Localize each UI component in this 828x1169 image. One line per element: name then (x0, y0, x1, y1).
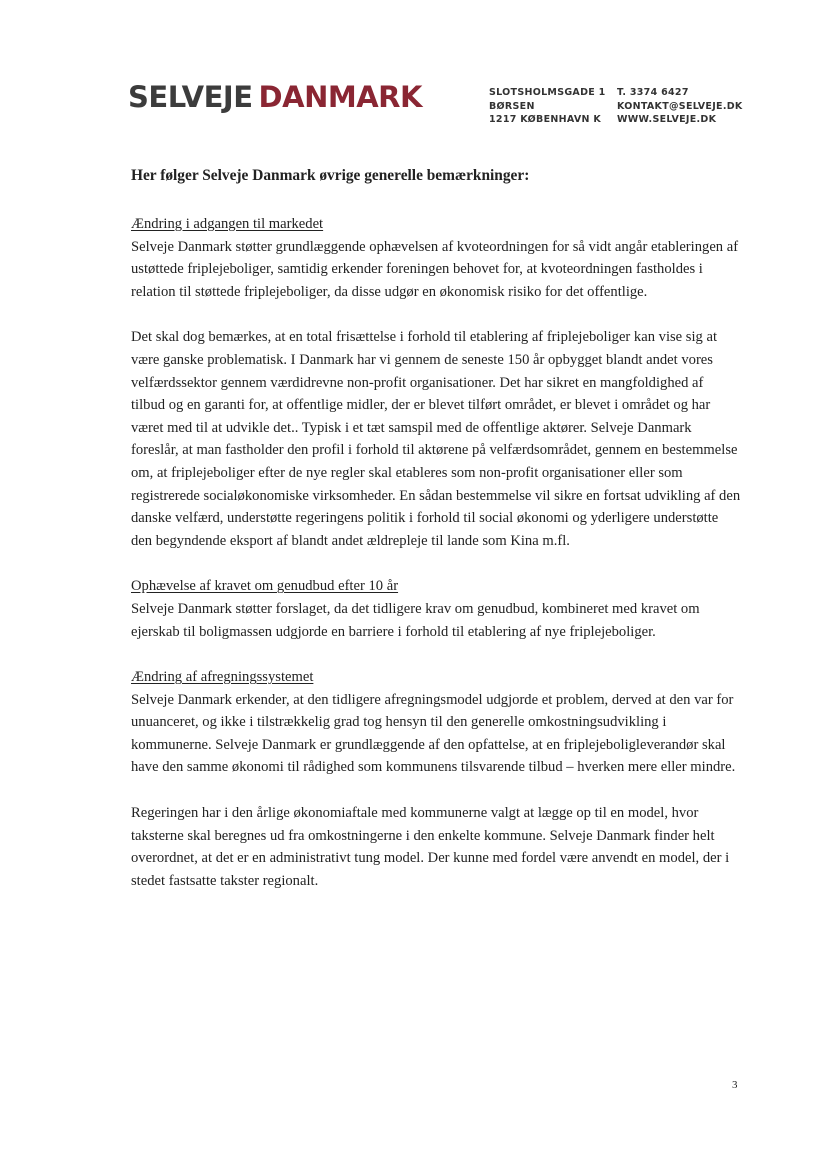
paragraph: Det skal dog bemærkes, at en total frisættelse i forhold til etablering af friplejeboliger kan vise sig at være ganske problematisk. I Danmark har vi gennem de seneste 150 år opbygget blandt andet vores velfærdssektor gennem værdidrevne non-profit organisationer. Det har sikret en mangfoldighed af tilbud og en garanti for, at offentlige midler, der er blevet tilført området, er blevet i området og har været med til at udvikle det.. Typisk i et tæt samspil med de offentlige aktører. Selveje Danmark foreslår, at man fastholder den profil i forhold til aktørene på velfærdsområdet, gennem en bestemmelse om, at friplejeboliger efter de nye regler skal etableres som non-profit organisationer eller som registrerede socialøkonomiske virksomheder. En sådan bestemmelse vil sikre en fortsat udvikling af den danske velfærd, understøtte regeringens politik i forhold til social økonomi og yderligere understøtte den begyndende eksport af blandt andet ældrepleje til lande som Kina m.fl. (131, 329, 741, 549)
contact-website: WWW.SELVEJE.DK (617, 114, 717, 125)
section-title: Ændring i adgangen til markedet (131, 216, 324, 232)
contact-email: KONTAKT@SELVEJE.DK (617, 100, 743, 112)
paragraph: Selveje Danmark erkender, at den tidligere afregningsmodel udgjorde et problem, derved at den var for unuanceret, og ikke i tilstrækkelig grad tog hensyn til den generelle omkostningsudvikling i kommunerne. Selveje Danmark er grundlæggende af den opfattelse, at en friplejeboligleverandør skal have den samme økonomi til rådighed som kommunens tilsvarende tilbud – hverken mere eller mindre. (131, 691, 736, 776)
paragraph: Selveje Danmark støtter forslaget, da det tidligere krav om genudbud, kombineret med kravet om ejerskab til boligmassen udgjorde en barriere i forhold til etablering af nye friplejeboliger. (131, 600, 700, 640)
logo-text-selveje: SELVEJE (128, 80, 253, 114)
address-line: 1217 KØBENHAVN K (489, 114, 602, 125)
page-number: 3 (732, 1079, 738, 1091)
section-retender (131, 575, 741, 643)
section-title: Ændring af afregningssystemet (131, 669, 314, 686)
contact-block (617, 86, 743, 127)
paragraph: Selveje Danmark støtter grundlæggende ophævelsen af kvoteordningen for så vidt angår etableringen af ustøttede friplejeboliger, samtidig erkender foreningen behovet for, at kvoteordningen fastholdes i relation til støttede friplejeboliger, da disse udgør en økonomisk risiko for det offentlige. (131, 238, 739, 300)
paragraph: Regeringen har i den årlige økonomiaftale med kommunerne valgt at lægge op til en model, hvor taksterne skal beregnes ud fra omkostningerne i den enkelte kommune. Selveje Danmark finder helt overordnet, at det er en administrativt tung model. Der kunne med fordel være anvendt en model, der i stedet fastsatte takster regionalt. (131, 805, 730, 889)
section-market-access (131, 213, 741, 552)
document-heading: Her følger Selveje Danmark øvrige generelle bemærkninger: (131, 167, 530, 184)
address-block (489, 86, 606, 127)
logo-text-danmark: DANMARK (258, 80, 422, 114)
logo (128, 80, 422, 114)
section-title: Ophævelse af kravet om genudbud efter 10 år (131, 578, 399, 595)
contact-phone: T. 3374 6427 (617, 87, 689, 98)
document-body (131, 165, 741, 915)
address-line: BØRSEN (489, 100, 535, 112)
address-line: SLOTSHOLMSGADE 1 (489, 87, 606, 98)
section-settlement (131, 666, 741, 892)
